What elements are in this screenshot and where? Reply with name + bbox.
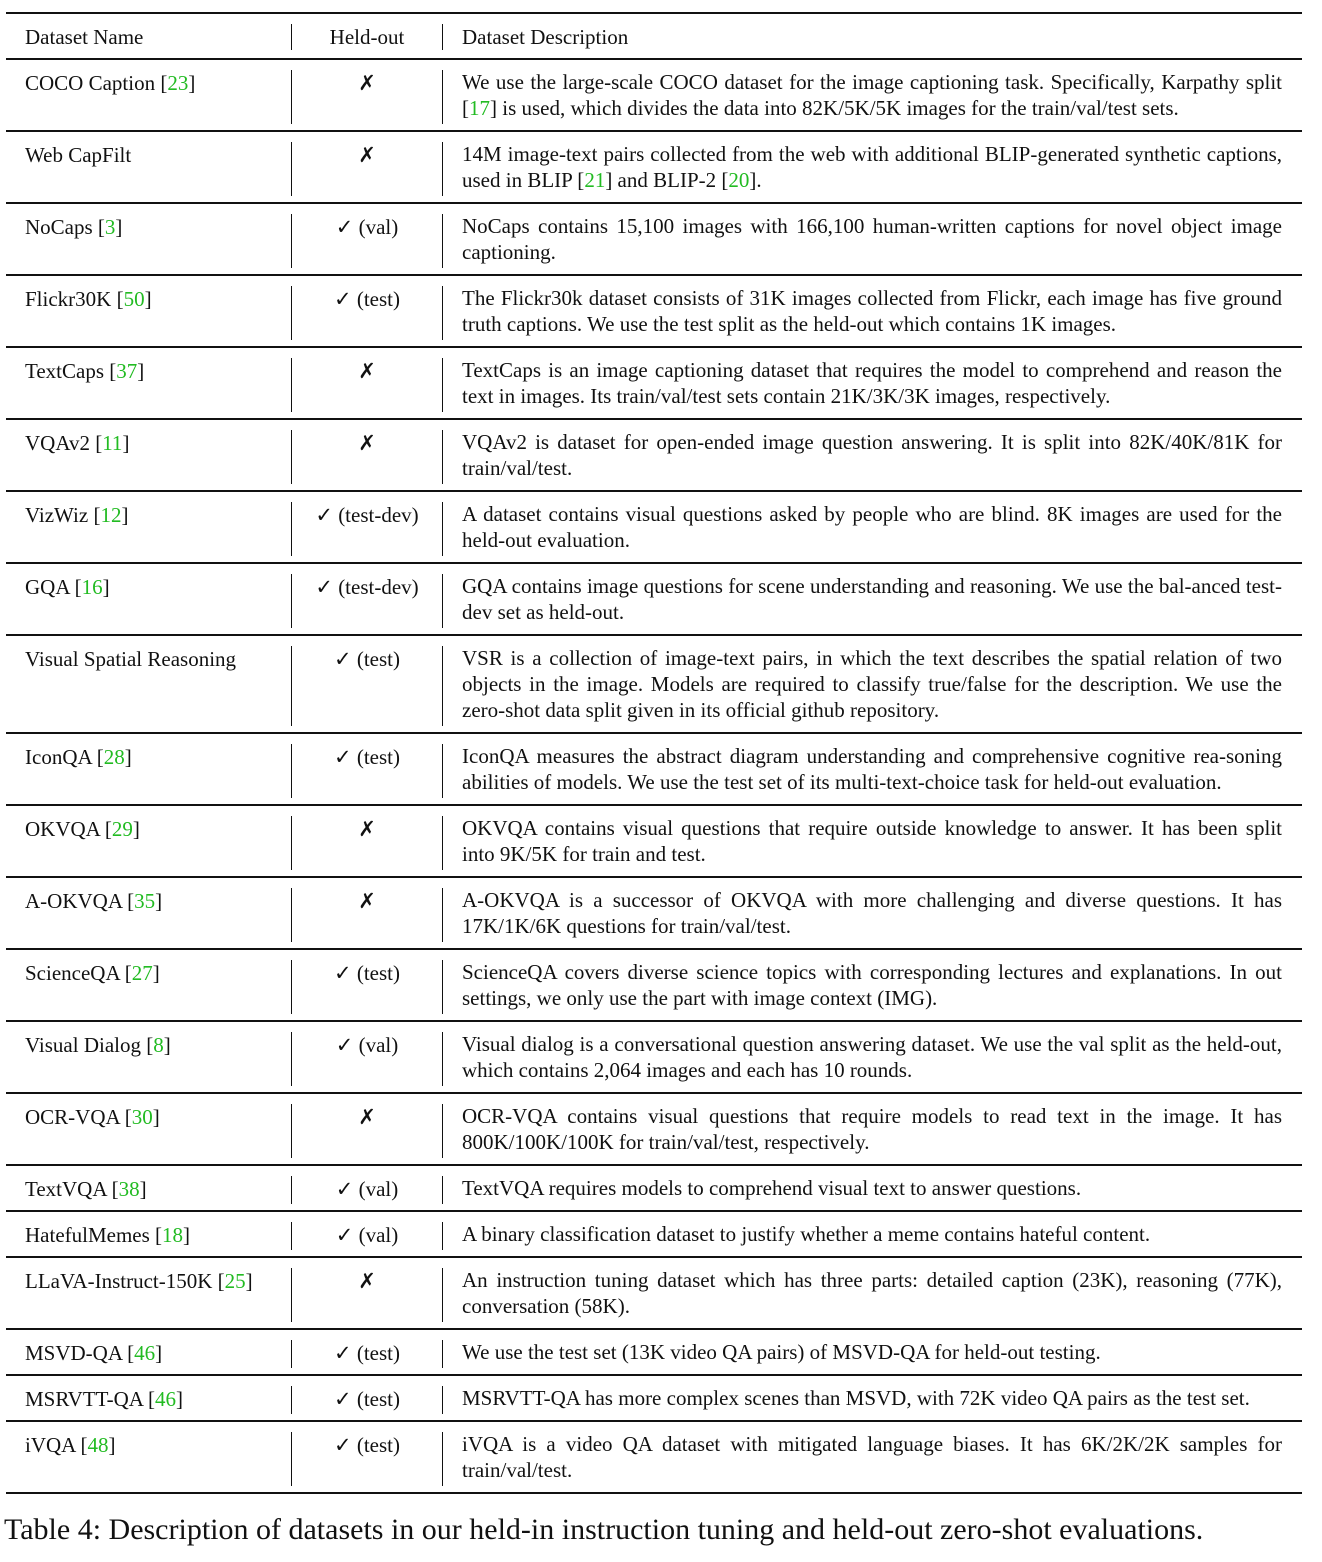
dataset-name: OCR-VQA [25,1105,120,1129]
held-out-value: ✓ (test) [292,286,443,340]
dataset-name: MSVD-QA [25,1341,122,1365]
citation-link[interactable]: 28 [103,745,125,769]
table-bottom-rule [6,1492,1302,1494]
held-out-value: ✓ (val) [292,214,443,268]
dataset-description [443,348,1302,418]
dataset-name-cell [6,142,292,196]
table-row [6,1094,1302,1166]
dataset-description [443,950,1302,1020]
dataset-name-cell: IconQA [28] [6,744,292,798]
held-out-value: ✓ (test-dev) [292,502,443,556]
dataset-name-cell: VQAv2 [11] [6,430,292,484]
citation-link[interactable]: 23 [167,71,189,95]
citation-link[interactable]: 30 [131,1105,153,1129]
citation-link[interactable]: 21 [584,168,606,192]
description-text: IconQA measures the abstract diagram understanding and comprehensive cognitive rea-soning abilities of models. We use the test set of its multi-text-choice task for held-out evaluation. [462,744,1282,794]
dataset-name-cell: Flickr30K [50] [6,286,292,340]
dataset-description [443,492,1302,562]
dataset-name-cell: A-OKVQA [35] [6,888,292,942]
dataset-name-cell: LLaVA-Instruct-150K [25] [6,1268,292,1322]
dataset-name-cell: TextVQA [38] [6,1176,292,1204]
dataset-name: HatefulMemes [25,1223,150,1247]
citation-link[interactable]: 46 [134,1341,156,1365]
dataset-name-cell: COCO Caption [23] [6,70,292,124]
description-text: We use the large-scale COCO dataset for the image captioning task. Specifically, Karpathy split [ [462,70,1282,120]
description-text: 14M image-text pairs collected from the web with additional BLIP-generated synthetic captions, used in BLIP [ [462,142,1282,192]
description-text: A binary classification dataset to justify whether a meme contains hateful content. [462,1222,1151,1246]
dataset-description [443,734,1302,804]
citation-link[interactable]: 12 [100,503,122,527]
held-out-value: ✗ [292,888,443,942]
dataset-description [443,564,1302,634]
table-row [6,806,1302,878]
dataset-name-cell: NoCaps [3] [6,214,292,268]
dataset-name: Visual Dialog [25,1033,141,1057]
held-out-value: ✓ (test) [292,1386,443,1414]
held-out-value: ✓ (test-dev) [292,574,443,628]
dataset-name: OKVQA [25,817,100,841]
held-out-value: ✗ [292,1268,443,1322]
dataset-name-cell: Visual Dialog [8] [6,1032,292,1086]
table-row [6,734,1302,806]
table-row [6,1212,1302,1258]
table-row [6,132,1302,204]
held-out-value: ✗ [292,430,443,484]
held-out-value: ✓ (test) [292,1432,443,1486]
dataset-description [443,1258,1302,1328]
description-text: A-OKVQA is a successor of OKVQA with more challenging and diverse questions. It has 17K/1K/6K questions for train/val/test. [462,888,1282,938]
dataset-name-cell: ScienceQA [27] [6,960,292,1014]
dataset-name-cell [6,646,292,726]
dataset-description [443,276,1302,346]
dataset-name: MSRVTT-QA [25,1387,143,1411]
citation-link[interactable]: 11 [102,431,123,455]
citation-link[interactable]: 3 [104,215,116,239]
dataset-description [443,806,1302,876]
dataset-name: ScienceQA [25,961,120,985]
dataset-name: VizWiz [25,503,89,527]
dataset-name-cell: iVQA [48] [6,1432,292,1486]
citation-link[interactable]: 25 [224,1269,246,1293]
held-out-value: ✓ (val) [292,1222,443,1250]
description-text: The Flickr30k dataset consists of 31K images collected from Flickr, each image has five ground truth captions. We use the test split as the held-out which contains 1K images. [462,286,1282,336]
citation-link[interactable]: 27 [131,961,153,985]
header-dataset-name: Dataset Name [6,24,292,50]
description-text: An instruction tuning dataset which has three parts: detailed caption (23K), reasoning (77K), conversation (58K). [462,1268,1282,1318]
table-row [6,1166,1302,1212]
citation-link[interactable]: 20 [728,168,750,192]
citation-link[interactable]: 48 [87,1433,109,1457]
dataset-name-cell: VizWiz [12] [6,502,292,556]
description-text: TextCaps is an image captioning dataset that requires the model to comprehend and reason the text in images. Its train/val/test sets contain 21K/3K/3K images, respectively. [462,358,1282,408]
dataset-description [443,60,1302,130]
citation-link[interactable]: 18 [162,1223,184,1247]
table-row [6,60,1302,132]
description-text: OKVQA contains visual questions that require outside knowledge to answer. It has been split into 9K/5K for train and test. [462,816,1282,866]
citation-link[interactable]: 16 [81,575,103,599]
dataset-name: A-OKVQA [25,889,122,913]
dataset-name: NoCaps [25,215,93,239]
held-out-value: ✓ (test) [292,960,443,1014]
description-text: iVQA is a video QA dataset with mitigated language biases. It has 6K/2K/2K samples for train/val/test. [462,1432,1282,1482]
dataset-name: LLaVA-Instruct-150K [25,1269,213,1293]
dataset-description [443,1022,1302,1092]
table-row [6,1258,1302,1330]
description-text: NoCaps contains 15,100 images with 166,100 human-written captions for novel object image captioning. [462,214,1282,264]
dataset-description [443,1422,1302,1492]
held-out-value: ✓ (test) [292,744,443,798]
dataset-description [443,1094,1302,1164]
dataset-name: VQAv2 [25,431,90,455]
dataset-name-cell: GQA [16] [6,574,292,628]
table-row [6,492,1302,564]
description-text: GQA contains image questions for scene understanding and reasoning. We use the bal-anced test-dev set as held-out. [462,574,1282,624]
dataset-description [443,132,1302,202]
description-text: Visual dialog is a conversational question answering dataset. We use the val split as the held-out, which contains 2,064 images and each has 10 rounds. [462,1032,1282,1082]
dataset-name-cell: MSVD-QA [46] [6,1340,292,1368]
dataset-name: Flickr30K [25,287,112,311]
description-text: TextVQA requires models to comprehend visual text to answer questions. [462,1176,1082,1200]
header-held-out: Held-out [292,24,443,50]
table-row [6,1376,1302,1422]
held-out-value: ✗ [292,70,443,124]
description-text: We use the test set (13K video QA pairs) of MSVD-QA for held-out testing. [462,1340,1101,1364]
dataset-name-cell: OKVQA [29] [6,816,292,870]
table-row [6,1022,1302,1094]
citation-link[interactable]: 50 [123,287,145,311]
table-row [6,1330,1302,1376]
description-text: ] is used, which divides the data into 82K/5K/5K images for the train/val/test sets. [490,96,1179,120]
dataset-name-cell: HatefulMemes [18] [6,1222,292,1250]
citation-link[interactable]: 37 [116,359,138,383]
held-out-value: ✗ [292,142,443,196]
held-out-value: ✗ [292,1104,443,1158]
held-out-value: ✓ (val) [292,1032,443,1086]
dataset-name: COCO Caption [25,71,156,95]
citation-link[interactable]: 8 [153,1033,164,1057]
description-text: A dataset contains visual questions asked by people who are blind. 8K images are used for the held-out evaluation. [462,502,1282,552]
table-row [6,276,1302,348]
held-out-value: ✓ (test) [292,1340,443,1368]
dataset-name: TextVQA [25,1177,107,1201]
dataset-description [443,420,1302,490]
table-row [6,878,1302,950]
dataset-name: GQA [25,575,70,599]
table-row [6,204,1302,276]
dataset-name-cell: OCR-VQA [30] [6,1104,292,1158]
description-text: ]. [749,168,762,192]
held-out-value: ✗ [292,358,443,412]
table-row [6,1422,1302,1492]
held-out-value: ✗ [292,816,443,870]
dataset-description [443,204,1302,274]
description-text: MSRVTT-QA has more complex scenes than MSVD, with 72K video QA pairs as the test set. [462,1386,1250,1410]
table-row [6,636,1302,734]
table-row [6,950,1302,1022]
table-row [6,348,1302,420]
dataset-description [443,1376,1302,1420]
citation-link[interactable]: 35 [134,889,156,913]
table-caption: Table 4: Description of datasets in our held-in instruction tuning and held-out zero-shot evaluations. [4,1513,1204,1546]
citation-link[interactable]: 38 [118,1177,140,1201]
description-text: VSR is a collection of image-text pairs, in which the text describes the spatial relation of two objects in the image. Models are required to classify true/false for the description. We use the zero-shot data split given in its official github repository. [462,646,1282,722]
description-text: OCR-VQA contains visual questions that require models to read text in the image. It has 800K/100K/100K for train/val/test, respectively. [462,1104,1282,1154]
description-text: ] and BLIP-2 [ [605,168,729,192]
citation-link[interactable]: 29 [111,817,133,841]
citation-link[interactable]: 17 [469,96,490,120]
description-text: VQAv2 is dataset for open-ended image question answering. It is split into 82K/40K/81K for train/val/test. [462,430,1282,480]
dataset-name: IconQA [25,745,92,769]
dataset-name: iVQA [25,1433,76,1457]
table-row [6,564,1302,636]
dataset-name-cell: TextCaps [37] [6,358,292,412]
citation-link[interactable]: 46 [155,1387,176,1411]
held-out-value: ✓ (test) [292,646,443,726]
dataset-description [443,878,1302,948]
description-text: ScienceQA covers diverse science topics with corresponding lectures and explanations. In out settings, we only use the part with image context (IMG). [462,960,1282,1010]
dataset-name: Web CapFilt [25,143,132,167]
dataset-name: Visual Spatial Reasoning [25,647,237,671]
datasets-table [6,12,1302,1494]
dataset-name: TextCaps [25,359,105,383]
dataset-name-cell: MSRVTT-QA [46] [6,1386,292,1414]
dataset-description [443,1166,1302,1210]
dataset-description [443,1212,1302,1256]
table-row [6,420,1302,492]
dataset-description [443,636,1302,732]
held-out-value: ✓ (val) [292,1176,443,1204]
table-body [6,60,1302,1492]
header-dataset-description: Dataset Description [462,25,629,49]
table-header-row [6,14,1302,60]
dataset-description [443,1330,1302,1374]
